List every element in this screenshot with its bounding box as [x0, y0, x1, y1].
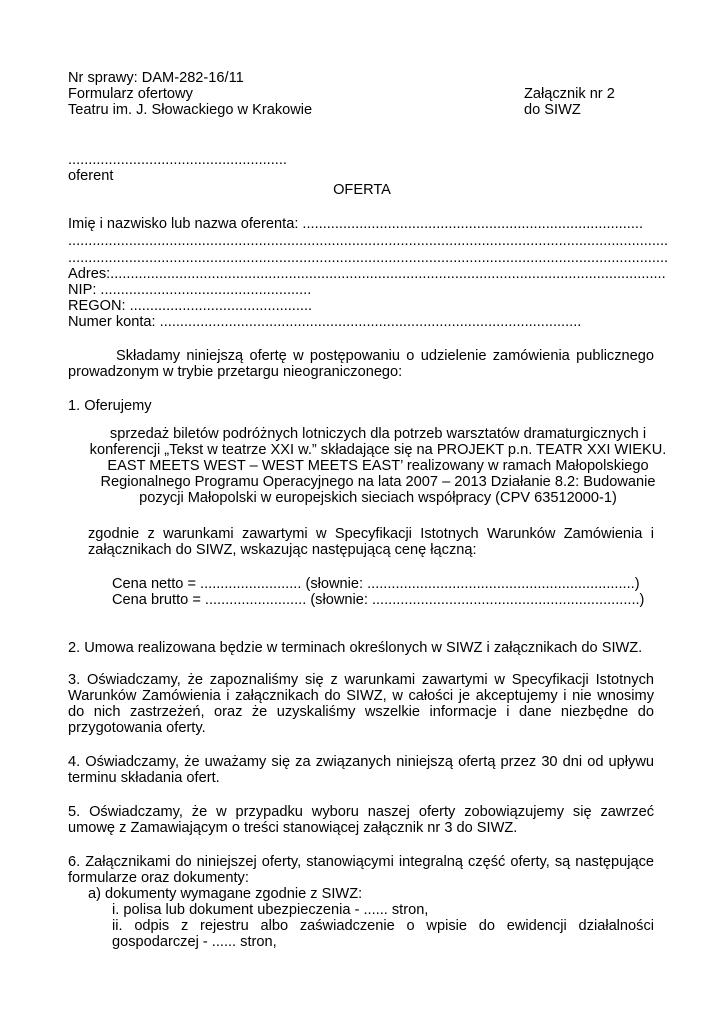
terms-line-2: załącznikach do SIWZ, wskazując następującą cenę łączną:: [88, 542, 477, 558]
point-6-item-i: i. polisa lub dokument ubezpieczenia - ...... stron,: [112, 902, 429, 918]
form-title: Formularz ofertowy: [68, 86, 193, 102]
offeror-name-continuation-1: ....................................................................................................................................................: [68, 233, 669, 249]
document-title: OFERTA: [333, 182, 391, 198]
point-5-line: 5. Oświadczamy, że w przypadku wyboru naszej oferty zobowiązujemy się zawrzeć: [68, 804, 654, 820]
order-subject-line: EAST MEETS WEST – WEST MEETS EAST’ realizowany w ramach Małopolskiego: [107, 458, 649, 474]
point-3-line: Warunków Zamówienia i załącznikach do SIWZ, w całości je akceptujemy i nie wnosimy: [68, 688, 654, 704]
point-6-line-1: 6. Załącznikami do niniejszej oferty, stanowiącymi integralną część oferty, są następujące: [68, 854, 654, 870]
point-5-line: umowę z Zamawiającym o treści stanowiącej załącznik nr 3 do SIWZ.: [68, 820, 518, 836]
case-number: Nr sprawy: DAM-282-16/11: [68, 70, 244, 86]
offeror-dots: ......................................................: [68, 152, 287, 168]
point-4-line: 4. Oświadczamy, że uważamy się za związanych niniejszą ofertą przez 30 dni od upływu: [68, 754, 654, 770]
point-6-sub-a: a) dokumenty wymagane zgodnie z SIWZ:: [88, 886, 363, 902]
order-subject-line: pozycji Małopolski w europejskich sieciach współpracy (CPV 63512000-1): [139, 490, 617, 506]
nip-field: NIP: ....................................................: [68, 282, 312, 298]
order-subject-line: sprzedaż biletów podróżnych lotniczych dla potrzeb warsztatów dramaturgicznych i: [109, 426, 647, 442]
terms-line-1: zgodnie z warunkami zawartymi w Specyfikacji Istotnych Warunków Zamówienia i: [88, 526, 654, 542]
intro-line-2: prowadzonym w trybie przetargu nieograniczonego:: [68, 364, 403, 380]
order-subject-line: Regionalnego Programu Operacyjnego na lata 2007 – 2013 Działanie 8.2: Budowanie: [100, 474, 656, 490]
regon-field: REGON: .............................................: [68, 298, 313, 314]
point-6-item-ii-line-2: gospodarczej - ...... stron,: [112, 934, 277, 950]
point-3-line: 3. Oświadczamy, że zapoznaliśmy się z warunkami zawartymi w Specyfikacji Istotnych: [68, 672, 654, 688]
point-2: 2. Umowa realizowana będzie w terminach określonych w SIWZ i załącznikach do SIWZ.: [68, 640, 643, 656]
point-6-line-2: formularze oraz dokumenty:: [68, 870, 249, 886]
attachment-number: Załącznik nr 2: [524, 86, 615, 102]
offeror-name-field: Imię i nazwisko lub nazwa oferenta: ....................................................................................: [68, 216, 644, 232]
point-3-line: do nich zastrzeżeń, oraz że uzyskaliśmy wszelkie informacje i dane niezbędne do: [68, 704, 654, 720]
point-6-item-ii-line-1: ii. odpis z rejestru albo zaświadczenie o wpisie do ewidencji działalności: [112, 918, 654, 934]
order-subject-line: konferencji „Tekst w teatrze XXI w.” składające się na PROJEKT p.n. TEATR XXI WIEKU.: [89, 442, 667, 458]
point-1-heading: 1. Oferujemy: [68, 398, 152, 414]
order-subject: [68, 426, 688, 506]
theatre-name: Teatru im. J. Słowackiego w Krakowie: [68, 102, 313, 118]
address-field: Adres:.........................................................................................................................................: [68, 266, 666, 282]
price-net-field: Cena netto = ......................... (słownie: ..................................................................): [112, 576, 640, 592]
price-gross-field: Cena brutto = ......................... (słownie: ..................................................................): [112, 592, 645, 608]
offeror-name-continuation-2: ....................................................................................................................................................: [68, 250, 669, 266]
point-3-line: przygotowania oferty.: [68, 720, 206, 736]
offeror-label: oferent: [68, 168, 114, 184]
account-number-field: Numer konta: ........................................................................................................: [68, 314, 582, 330]
point-4-line: terminu składania ofert.: [68, 770, 220, 786]
attachment-to: do SIWZ: [524, 102, 581, 118]
intro-line-1: Składamy niniejszą ofertę w postępowaniu o udzielenie zamówienia publicznego: [116, 348, 654, 364]
